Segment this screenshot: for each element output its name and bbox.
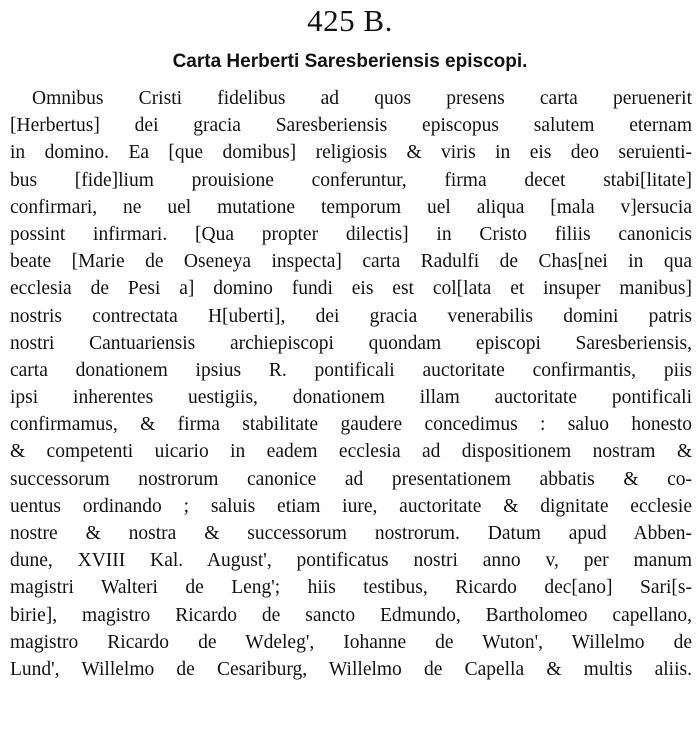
text-line: nostre & nostra & successorum nostrorum. Datum apud Abben- [10,523,692,544]
text-line: carta donationem ipsius R. pontificali auctoritate confirmantis, piis [10,359,692,381]
charter-number: 425 B. [307,3,393,38]
text-line: in domino. Ea [que domibus] religiosis & viris in eis deo seruienti- [10,142,692,164]
text-line: magistro Ricardo de Wdeleg', Iohanne de Wuton', Willelmo de [10,631,692,653]
charter-title: Carta Herberti Saresberiensis episcopi. [172,51,528,72]
text-line: beate [Marie de Oseneya inspecta] carta Radulfi de Chas[nei in qua [10,251,692,273]
text-line: possint infirmari. [Qua propter dilectis] in Cristo filiis canonicis [10,223,692,245]
text-line: Lund', Willelmo de Cesariburg, Willelmo de Capella & multis aliis. [10,658,692,680]
text-line: nostri Cantuariensis archiepiscopi quondam episcopi Saresberiensis, [10,332,692,354]
text-line: uentus ordinando ; saluis etiam iure, auctoritate & dignitate ecclesie [10,495,692,517]
text-line: birie], magistro Ricardo de sancto Edmundo, Bartholomeo capellano, [10,604,692,626]
text-line: successorum nostrorum canonice ad presentationem abbatis & co- [10,468,692,490]
charter-body [10,85,692,683]
text-line: magistri Walteri de Leng'; hiis testibus, Ricardo dec[ano] Sari[s- [10,577,692,599]
text-line: [Herbertus] dei gracia Saresberiensis episcopus salutem eternam [10,115,692,137]
text-line: nostris contrectata H[uberti], dei gracia venerabilis domini patris [10,305,692,327]
text-line: Omnibus Cristi fidelibus ad quos presens carta peruenerit [32,88,692,109]
text-line: ecclesia de Pesi a] domino fundi eis est col[lata et insuper manibus] [10,278,692,300]
text-line: confirmamus, & firma stabilitate gaudere concedimus : saluo honesto [10,414,692,436]
text-line: ipsi inherentes uestigiis, donationem illam auctoritate pontificali [10,387,692,409]
text-line: dune, XVIII Kal. August', pontificatus nostri anno v, per manum [10,550,692,572]
text-line: & competenti uicario in eadem ecclesia ad dispositionem nostram & [10,441,692,463]
text-line: confirmari, ne uel mutatione temporum uel aliqua [mala v]ersucia [10,196,692,218]
text-line: bus [fide]lium prouisione conferuntur, firma decet stabi[litate] [10,169,692,191]
